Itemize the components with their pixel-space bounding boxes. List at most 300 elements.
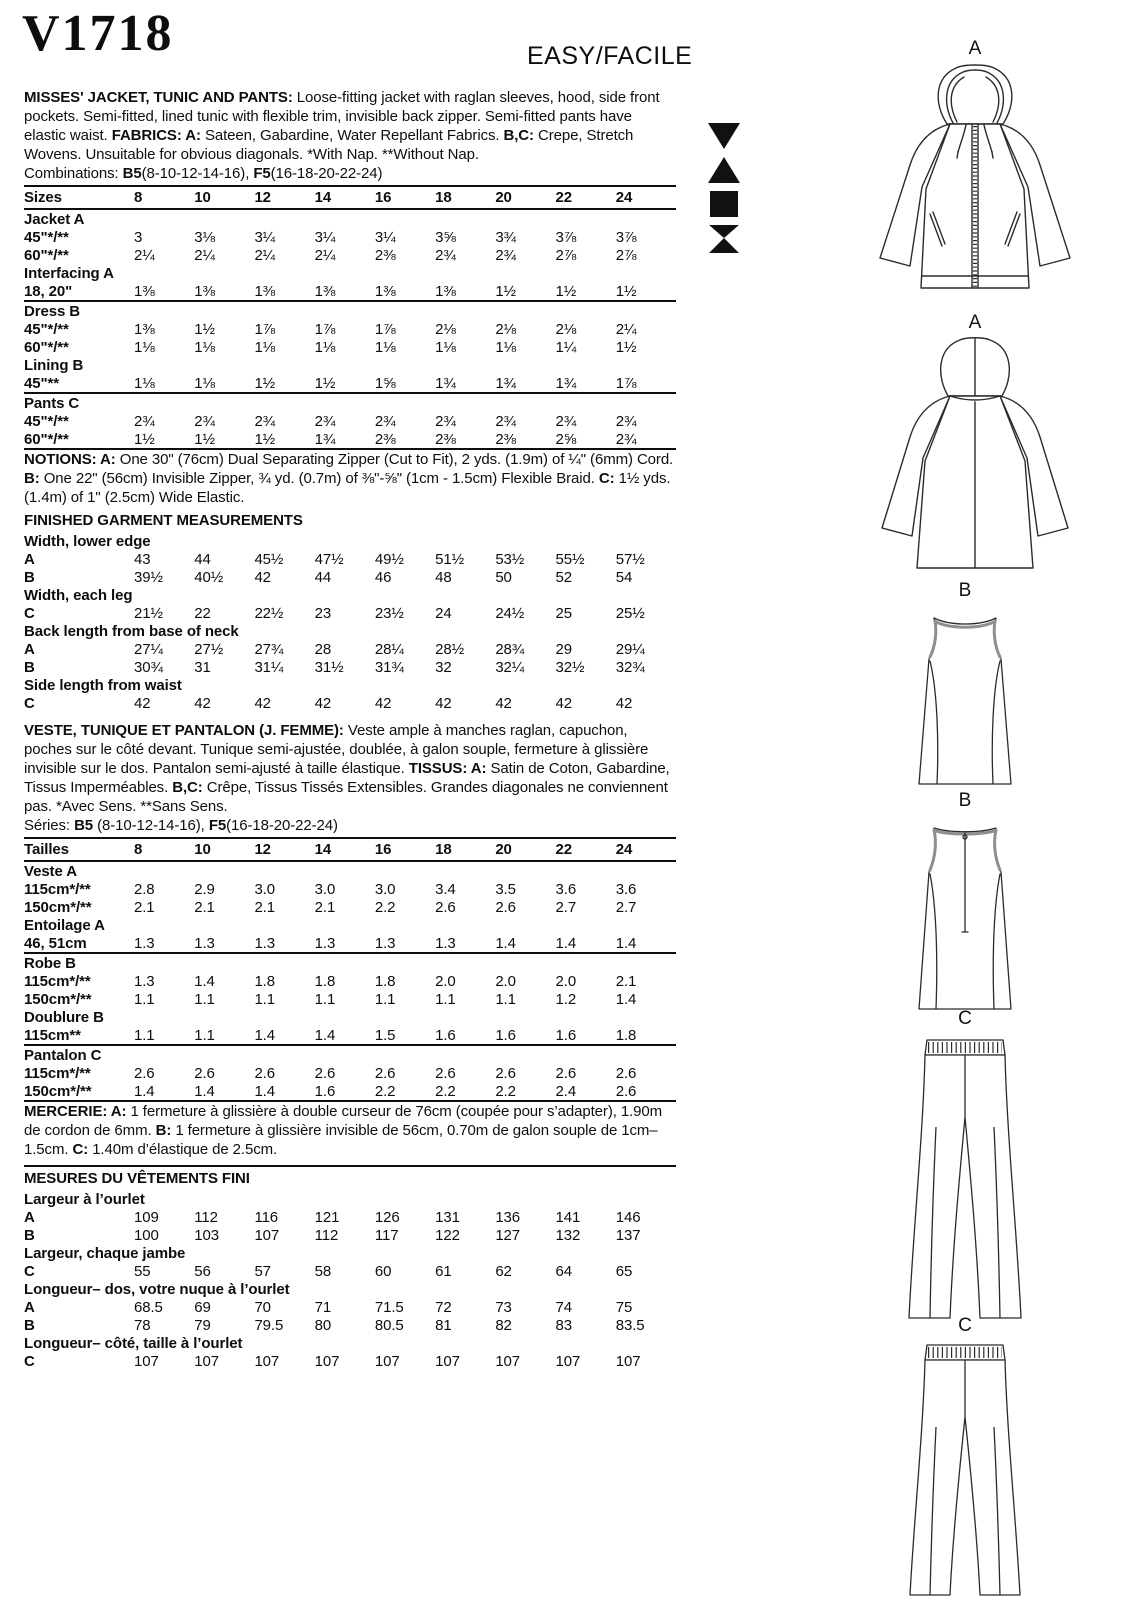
notions-english xyxy=(24,450,676,507)
value-cell: 1.3 xyxy=(134,973,155,990)
value-cell: 42 xyxy=(374,695,392,712)
value-cell: 25 xyxy=(555,605,573,622)
value-cell: 137 xyxy=(615,1227,641,1244)
table-data-row xyxy=(24,1352,676,1370)
value-cell: 146 xyxy=(615,1209,641,1226)
value-cell: 126 xyxy=(374,1209,400,1226)
value-cell: 3¼ xyxy=(374,229,396,246)
value-cell: 1½ xyxy=(615,339,637,356)
value-cell: 73 xyxy=(495,1299,512,1316)
value-cell: 2.4 xyxy=(555,1083,577,1100)
value-cell: 1¾ xyxy=(314,431,336,448)
view-label: B xyxy=(958,580,972,601)
text-segment: (8-10-12-14-16), xyxy=(141,165,254,182)
value-cell: 1½ xyxy=(254,431,276,448)
value-cell: 21½ xyxy=(134,605,163,622)
value-cell: 2.2 xyxy=(374,1083,396,1100)
value-cell: 1.4 xyxy=(134,1083,155,1100)
value-cell: 1⅛ xyxy=(254,339,276,356)
value-cell: 2¼ xyxy=(254,247,276,264)
value-cell: 42 xyxy=(254,695,271,712)
value-cell: 1⅜ xyxy=(194,283,215,300)
value-cell: 65 xyxy=(615,1263,633,1280)
value-cell: 1.1 xyxy=(194,1027,215,1044)
table-data-row xyxy=(24,246,676,264)
value-cell: 68.5 xyxy=(134,1299,163,1316)
value-cell: 2.6 xyxy=(134,1065,155,1082)
value-cell: 2⅛ xyxy=(555,321,577,338)
value-cell: 79.5 xyxy=(254,1317,284,1334)
value-cell: 1⅜ xyxy=(134,283,155,300)
value-cell: 1⅞ xyxy=(374,321,396,338)
value-cell: 1½ xyxy=(314,375,336,392)
value-cell: 107 xyxy=(435,1353,460,1370)
text-segment: Veste ample à manches raglan, capuchon, poches sur le côté devant. Tunique semi-ajustée, doublée, à galon souple, fermeture à glissière invisible sur le dos. Pantalon semi-ajusté à taille élastique. xyxy=(24,722,649,777)
value-cell: 50 xyxy=(495,569,512,586)
value-cell: 27¾ xyxy=(254,641,284,658)
value-cell: 60 xyxy=(374,1263,392,1280)
value-cell: 2.0 xyxy=(495,973,516,990)
table-section-row xyxy=(24,622,676,640)
row-label: 60"*/** xyxy=(24,431,69,448)
row-label: B xyxy=(24,1317,35,1334)
tunic-front-line-drawing xyxy=(905,604,1025,789)
table-data-row xyxy=(24,640,676,658)
value-cell: 122 xyxy=(435,1227,460,1244)
table-data-row xyxy=(24,694,676,712)
row-label: C xyxy=(24,695,35,712)
value-cell: 2.0 xyxy=(555,973,577,990)
value-cell: 55½ xyxy=(555,551,585,568)
column-header: 22 xyxy=(556,838,616,861)
value-cell: 107 xyxy=(134,1353,159,1370)
value-cell: 1.4 xyxy=(495,935,516,952)
value-cell: 107 xyxy=(314,1353,340,1370)
table-data-row xyxy=(24,320,676,338)
value-cell: 2¾ xyxy=(314,413,336,430)
column-header: 16 xyxy=(375,186,435,209)
value-cell: 75 xyxy=(615,1299,633,1316)
column-header: 20 xyxy=(495,186,555,209)
table-data-row xyxy=(24,1208,676,1226)
combinations-line xyxy=(24,164,676,183)
value-cell: 1.1 xyxy=(495,991,516,1008)
value-cell: 42 xyxy=(254,569,271,586)
finished-measurements-table-fr xyxy=(24,1190,676,1370)
jacket-front-line-drawing xyxy=(860,62,1090,312)
value-cell: 48 xyxy=(435,569,452,586)
value-cell: 24 xyxy=(435,605,452,622)
value-cell: 2.6 xyxy=(314,1065,336,1082)
value-cell: 42 xyxy=(194,695,211,712)
table-data-row xyxy=(24,934,676,953)
value-cell: 1½ xyxy=(134,431,155,448)
value-cell: 1⅞ xyxy=(615,375,637,392)
table-data-row xyxy=(24,604,676,622)
column-header: Tailles xyxy=(24,838,134,861)
value-cell: 32½ xyxy=(555,659,585,676)
value-cell: 100 xyxy=(134,1227,159,1244)
table-header-row xyxy=(24,186,676,209)
text-segment: 1 fermeture à glissière à double curseur de 76cm (coupée pour s’adapter), 1.90m de cordon de 6mm. xyxy=(24,1103,663,1139)
figure-tunic-back xyxy=(905,790,1025,1014)
value-cell: 1.3 xyxy=(134,935,155,952)
text-column xyxy=(24,88,676,1370)
row-label: 60"*/** xyxy=(24,339,69,356)
row-label: C xyxy=(24,1353,35,1370)
text-segment: C: xyxy=(598,470,619,487)
value-cell: 39½ xyxy=(134,569,163,586)
text-segment: Sateen, Gabardine, Water Repellant Fabrics. xyxy=(204,127,504,144)
value-cell: 2¾ xyxy=(555,413,577,430)
value-cell: 127 xyxy=(495,1227,521,1244)
finished-measurements-block-fr xyxy=(24,1165,676,1370)
value-cell: 2⅜ xyxy=(374,247,396,264)
text-segment: NOTIONS: A: xyxy=(24,451,120,468)
text-segment: One 22" (56cm) Invisible Zipper, ¾ yd. (0.7m) of ⅜"-⅝" (1cm - 1.5cm) Flexible Braid. xyxy=(43,470,599,487)
value-cell: 2¾ xyxy=(435,413,456,430)
value-cell: 3⅞ xyxy=(555,229,577,246)
value-cell: 1½ xyxy=(194,431,215,448)
value-cell: 1⅜ xyxy=(254,283,276,300)
row-label: B xyxy=(24,1227,35,1244)
text-segment: F5 xyxy=(253,165,271,182)
row-label: C xyxy=(24,605,35,622)
value-cell: 109 xyxy=(134,1209,159,1226)
value-cell: 2¼ xyxy=(194,247,215,264)
value-cell: 46 xyxy=(374,569,392,586)
row-label: A xyxy=(24,1209,35,1226)
row-label: 115cm*/** xyxy=(24,881,91,898)
value-cell: 2¾ xyxy=(615,431,637,448)
finished-measurements-title-en: FINISHED GARMENT MEASUREMENTS xyxy=(24,512,303,529)
value-cell: 3.0 xyxy=(374,881,396,898)
nap-symbol-triangle-down-icon xyxy=(708,123,740,149)
value-cell: 1.1 xyxy=(314,991,336,1008)
value-cell: 136 xyxy=(495,1209,521,1226)
column-header: 10 xyxy=(194,186,254,209)
column-header: 18 xyxy=(435,186,495,209)
value-cell: 112 xyxy=(314,1227,339,1244)
text-segment: VESTE, TUNIQUE ET PANTALON (J. FEMME): xyxy=(24,722,348,739)
value-cell: 1.3 xyxy=(314,935,336,952)
value-cell: 24½ xyxy=(495,605,525,622)
value-cell: 3.0 xyxy=(314,881,336,898)
value-cell: 23½ xyxy=(374,605,404,622)
table-data-row xyxy=(24,412,676,430)
text-segment: Séries: xyxy=(24,817,75,834)
value-cell: 2¼ xyxy=(615,321,637,338)
value-cell: 29¼ xyxy=(615,641,645,658)
value-cell: 58 xyxy=(314,1263,332,1280)
section-label: Robe B xyxy=(24,953,676,972)
table-data-row xyxy=(24,1064,676,1082)
value-cell: 80 xyxy=(314,1317,332,1334)
value-cell: 1⅛ xyxy=(134,375,155,392)
text-segment: MERCERIE: A: xyxy=(24,1103,131,1120)
column-header: 12 xyxy=(254,838,314,861)
value-cell: 31½ xyxy=(314,659,344,676)
column-header: 12 xyxy=(254,186,314,209)
value-cell: 2⅜ xyxy=(435,431,456,448)
value-cell: 2¾ xyxy=(194,413,215,430)
value-cell: 107 xyxy=(555,1353,581,1370)
value-cell: 54 xyxy=(615,569,633,586)
value-cell: 1¼ xyxy=(555,339,577,356)
row-label: 150cm*/** xyxy=(24,991,92,1008)
table-section-row xyxy=(24,916,676,934)
value-cell: 27¼ xyxy=(134,641,163,658)
text-segment: B: xyxy=(24,470,44,487)
text-segment: 1½ yds. (1.4m) of 1" (2.5cm) Wide Elastic. xyxy=(24,470,671,506)
tunic-back-line-drawing xyxy=(905,814,1025,1014)
value-cell: 2.1 xyxy=(194,899,215,916)
section-label: Longueur– côté, taille à l’ourlet xyxy=(24,1335,243,1352)
column-header: 8 xyxy=(134,838,194,861)
row-label: B xyxy=(24,569,35,586)
table-section-row xyxy=(24,1244,676,1262)
value-cell: 45½ xyxy=(254,551,284,568)
value-cell: 1.4 xyxy=(615,935,637,952)
value-cell: 1⅛ xyxy=(134,339,155,356)
value-cell: 70 xyxy=(254,1299,271,1316)
pants-back-line-drawing xyxy=(900,1339,1030,1599)
difficulty-label: EASY/FACILE xyxy=(527,42,693,70)
value-cell: 2.6 xyxy=(374,1065,396,1082)
value-cell: 30¾ xyxy=(134,659,163,676)
table-section-row xyxy=(24,953,676,972)
value-cell: 1.4 xyxy=(314,1027,336,1044)
section-label: Back length from base of neck xyxy=(24,623,239,640)
table-data-row xyxy=(24,898,676,916)
row-label: 115cm*/** xyxy=(24,1065,91,1082)
value-cell: 1⅜ xyxy=(134,321,155,338)
value-cell: 131 xyxy=(435,1209,460,1226)
section-label: Largeur à l’ourlet xyxy=(24,1191,145,1208)
text-segment: 1 fermeture à glissière invisible de 56cm, 0.70m de galon souple de 1cm–1.5cm. xyxy=(24,1122,658,1158)
section-label: Dress B xyxy=(24,301,676,320)
view-label: A xyxy=(968,312,982,333)
table-section-row xyxy=(24,1045,676,1064)
text-segment: B: xyxy=(155,1122,176,1139)
value-cell: 1⅝ xyxy=(374,375,396,392)
table-section-row xyxy=(24,1334,676,1352)
value-cell: 42 xyxy=(495,695,512,712)
value-cell: 1½ xyxy=(194,321,215,338)
table-data-row xyxy=(24,658,676,676)
nap-symbol-hourglass-bottom-icon xyxy=(709,238,739,253)
value-cell: 1.6 xyxy=(435,1027,456,1044)
value-cell: 2.6 xyxy=(615,1065,637,1082)
value-cell: 1.1 xyxy=(374,991,396,1008)
value-cell: 2¼ xyxy=(314,247,336,264)
value-cell: 69 xyxy=(194,1299,211,1316)
column-header: 20 xyxy=(495,838,555,861)
table-section-row xyxy=(24,393,676,412)
value-cell: 1⅛ xyxy=(495,339,516,356)
value-cell: 28 xyxy=(314,641,332,658)
value-cell: 27½ xyxy=(194,641,224,658)
value-cell: 42 xyxy=(435,695,452,712)
value-cell: 1⅛ xyxy=(194,339,215,356)
table-section-row xyxy=(24,209,676,228)
value-cell: 1⅛ xyxy=(314,339,336,356)
value-cell: 1.8 xyxy=(615,1027,637,1044)
value-cell: 32 xyxy=(435,659,452,676)
value-cell: 82 xyxy=(495,1317,512,1334)
value-cell: 1⅛ xyxy=(374,339,396,356)
notions-french xyxy=(24,1102,676,1159)
value-cell: 112 xyxy=(194,1209,218,1226)
table-section-row xyxy=(24,1280,676,1298)
value-cell: 107 xyxy=(495,1353,521,1370)
value-cell: 2¾ xyxy=(495,413,516,430)
section-label: Largeur, chaque jambe xyxy=(24,1245,186,1262)
table-data-row xyxy=(24,228,676,246)
row-label: 115cm** xyxy=(24,1027,81,1044)
value-cell: 3.0 xyxy=(254,881,275,898)
value-cell: 2.2 xyxy=(435,1083,456,1100)
value-cell: 2⅜ xyxy=(495,431,516,448)
text-segment: Satin de Coton, Gabardine, Tissus Imperméables. xyxy=(24,760,670,796)
column-header: Sizes xyxy=(24,186,134,209)
text-segment: One 30" (76cm) Dual Separating Zipper (Cut to Fit), 2 yds. (1.9m) of ¼" (6mm) Cord. xyxy=(119,451,674,468)
value-cell: 141 xyxy=(555,1209,581,1226)
value-cell: 3.6 xyxy=(615,881,637,898)
section-label: Side length from waist xyxy=(24,677,182,694)
value-cell: 2.0 xyxy=(435,973,456,990)
value-cell: 61 xyxy=(435,1263,452,1280)
value-cell: 28¾ xyxy=(495,641,525,658)
row-label: 150cm*/** xyxy=(24,899,92,916)
value-cell: 3 xyxy=(134,229,143,246)
table-data-row xyxy=(24,1262,676,1280)
value-cell: 2.6 xyxy=(555,1065,577,1082)
value-cell: 2.9 xyxy=(194,881,215,898)
value-cell: 1¾ xyxy=(495,375,516,392)
value-cell: 43 xyxy=(134,551,151,568)
finished-measurements-table-en xyxy=(24,532,676,712)
value-cell: 2.7 xyxy=(555,899,577,916)
value-cell: 71 xyxy=(314,1299,332,1316)
value-cell: 107 xyxy=(194,1353,219,1370)
value-cell: 2⅞ xyxy=(615,247,637,264)
value-cell: 2.2 xyxy=(495,1083,516,1100)
value-cell: 32¼ xyxy=(495,659,525,676)
value-cell: 22½ xyxy=(254,605,284,622)
value-cell: 28¼ xyxy=(374,641,404,658)
table-section-row xyxy=(24,861,676,880)
value-cell: 1½ xyxy=(495,283,516,300)
yardage-table-metric xyxy=(24,837,676,1102)
table-data-row xyxy=(24,1226,676,1244)
value-cell: 55 xyxy=(134,1263,151,1280)
view-label: B xyxy=(958,790,972,811)
text-segment: (8-10-12-14-16), xyxy=(93,817,209,834)
section-label: Lining B xyxy=(24,357,84,374)
value-cell: 1.3 xyxy=(254,935,275,952)
nap-symbol-hourglass-top-icon xyxy=(709,225,739,238)
section-label: Longueur– dos, votre nuque à l’ourlet xyxy=(24,1281,290,1298)
value-cell: 1.1 xyxy=(435,991,456,1008)
pattern-number: V1718 xyxy=(22,5,174,62)
section-label: Width, lower edge xyxy=(24,533,151,550)
section-label: Interfacing A xyxy=(24,265,114,282)
value-cell: 52 xyxy=(555,569,573,586)
value-cell: 1.1 xyxy=(134,991,155,1008)
description-french xyxy=(24,721,676,816)
value-cell: 2¾ xyxy=(134,413,155,430)
yardage-table-imperial xyxy=(24,185,676,450)
value-cell: 71.5 xyxy=(374,1299,404,1316)
value-cell: 2.6 xyxy=(254,1065,275,1082)
value-cell: 1.6 xyxy=(555,1027,577,1044)
value-cell: 132 xyxy=(555,1227,581,1244)
value-cell: 1.2 xyxy=(555,991,577,1008)
value-cell: 74 xyxy=(555,1299,573,1316)
section-label: Doublure B xyxy=(24,1009,104,1026)
value-cell: 1.1 xyxy=(194,991,215,1008)
row-label: 18, 20" xyxy=(24,283,73,300)
value-cell: 107 xyxy=(615,1353,641,1370)
value-cell: 1¾ xyxy=(435,375,456,392)
table-data-row xyxy=(24,880,676,898)
value-cell: 2.1 xyxy=(134,899,155,916)
value-cell: 1.3 xyxy=(194,935,215,952)
value-cell: 107 xyxy=(254,1227,280,1244)
figure-jacket-back xyxy=(860,312,1090,576)
table-section-row xyxy=(24,356,676,374)
value-cell: 116 xyxy=(254,1209,279,1226)
value-cell: 2.1 xyxy=(314,899,336,916)
value-cell: 83 xyxy=(555,1317,573,1334)
row-label: 150cm*/** xyxy=(24,1083,92,1100)
value-cell: 28½ xyxy=(435,641,464,658)
value-cell: 2.7 xyxy=(615,899,637,916)
column-header: 24 xyxy=(616,838,676,861)
value-cell: 117 xyxy=(374,1227,399,1244)
table-data-row xyxy=(24,1316,676,1334)
value-cell: 25½ xyxy=(615,605,645,622)
value-cell: 22 xyxy=(194,605,211,622)
value-cell: 2¾ xyxy=(435,247,456,264)
value-cell: 1.6 xyxy=(495,1027,516,1044)
table-data-row xyxy=(24,550,676,568)
row-label: 45"*/** xyxy=(24,229,69,246)
value-cell: 79 xyxy=(194,1317,211,1334)
value-cell: 1⅛ xyxy=(435,339,456,356)
table-data-row xyxy=(24,990,676,1008)
value-cell: 40½ xyxy=(194,569,224,586)
table-data-row xyxy=(24,374,676,393)
value-cell: 49½ xyxy=(374,551,404,568)
value-cell: 42 xyxy=(615,695,633,712)
value-cell: 3.6 xyxy=(555,881,577,898)
value-cell: 1.4 xyxy=(254,1083,275,1100)
value-cell: 31 xyxy=(194,659,211,676)
value-cell: 1½ xyxy=(555,283,577,300)
value-cell: 1⅞ xyxy=(314,321,336,338)
value-cell: 3⅞ xyxy=(615,229,637,246)
value-cell: 2¼ xyxy=(134,247,155,264)
value-cell: 1¾ xyxy=(555,375,577,392)
table-section-row xyxy=(24,301,676,320)
table-section-row xyxy=(24,676,676,694)
section-label: Jacket A xyxy=(24,211,85,228)
value-cell: 53½ xyxy=(495,551,525,568)
column-header: 18 xyxy=(435,838,495,861)
pants-front-line-drawing xyxy=(900,1032,1030,1322)
